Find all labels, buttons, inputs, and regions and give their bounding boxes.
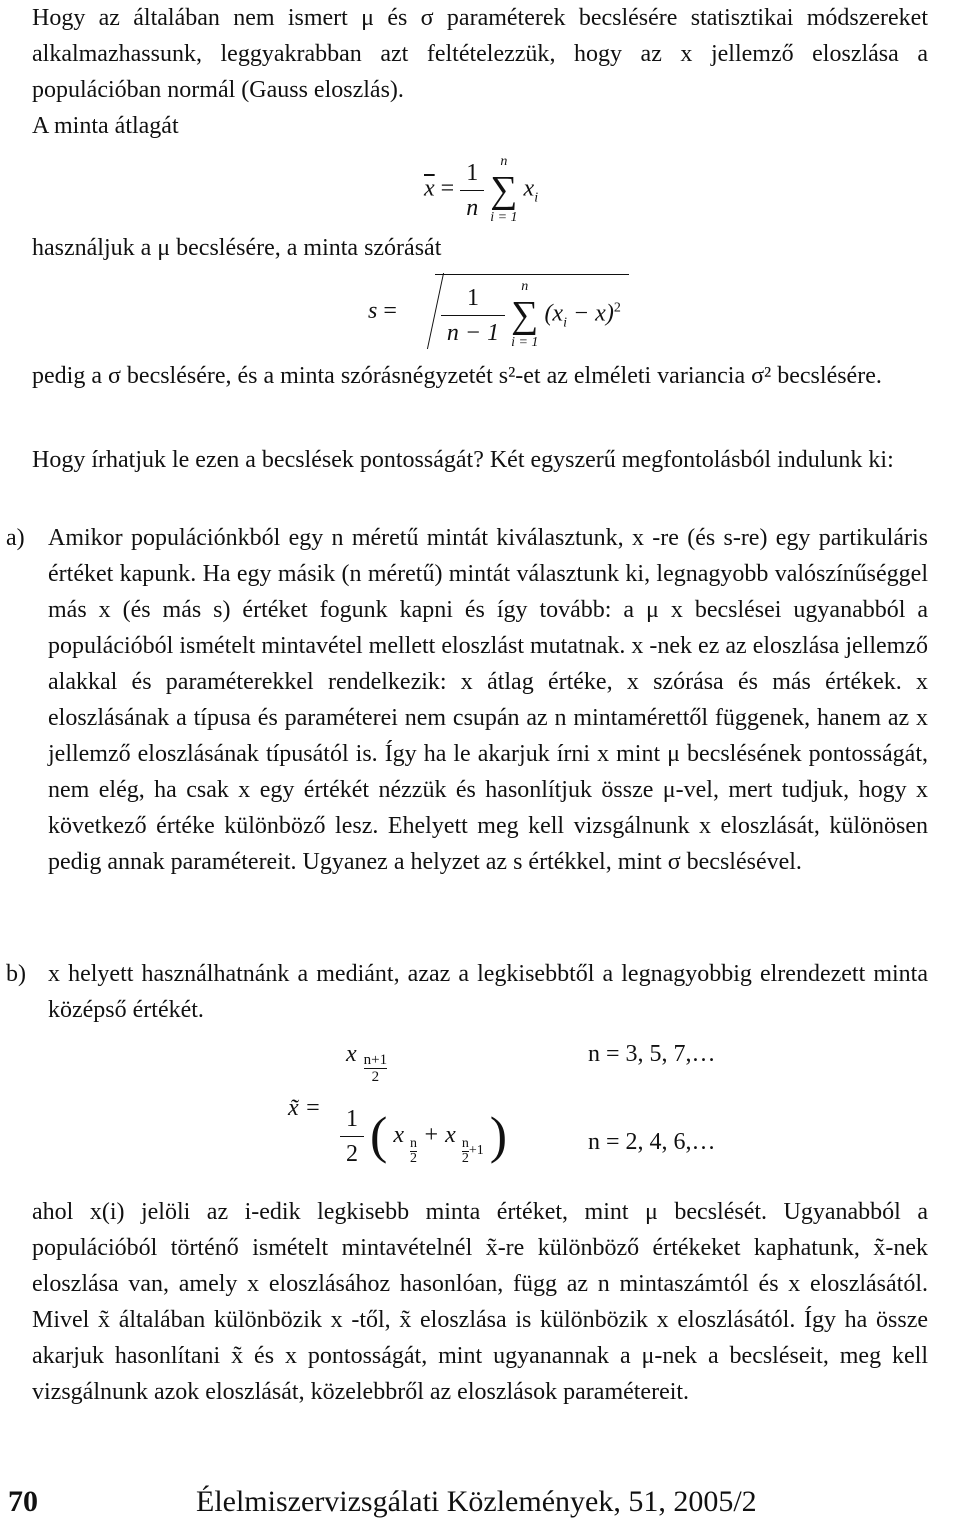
formula-median-case2-b-index	[462, 1137, 469, 1166]
formula-median-case2	[340, 1102, 507, 1171]
formula-mean-sum	[490, 154, 517, 226]
variance-paragraph: pedig a σ becslésére, és a minta szórásnégyzetét s²-et az elméleti variancia σ² becslésére.	[32, 363, 882, 389]
closing-paragraph: ahol x(i) jelöli az i-edik legkisebb minta értéket, mint μ becslését. Ugyanabból a populációból történő ismételt mintavételnél x̃-re különböző értékeket kaphatunk, x̃-nek eloszlása van, amely x eloszlásához hasonlóan, függ az n mintaszámtól és x eloszlásától. Mivel x̃ általában különbözik x -től, x̃ eloszlása is különbözik x eloszlásától. Így ha össze akarjuk hasonlítani x̃ és x pontosságát, mint ugyanannak a μ-nek a becsléseit, meg kell vizsgálnunk azok eloszlását, közelebbről az eloszlások paramétereit.	[32, 1199, 928, 1405]
formula-median-lhs: x̃ =	[288, 1095, 321, 1121]
formula-sd-fraction	[441, 281, 505, 350]
formula-median-case2-cond: n = 2, 4, 6,…	[588, 1129, 716, 1155]
item-b-label: b)	[6, 961, 26, 987]
intro-paragraph: Hogy az általában nem ismert μ és σ paraméterek becslésére statisztikai módszereket alkalmazhassunk, leggyakrabban azt feltételezzük, hogy az x jellemző eloszlása a populációban normál (Gauss eloszlás).	[32, 5, 928, 103]
formula-median-case1-idx-num: n+1	[363, 1052, 388, 1068]
formula-median-case2-a-den: 2	[409, 1151, 417, 1167]
question-paragraph: Hogy írhatjuk le ezen a becslések pontosságát? Két egyszerű megfontolásból indulunk ki:	[32, 447, 894, 473]
journal-title: Élelmiszervizsgálati Közlemények, 51, 2005/2	[196, 1485, 757, 1518]
formula-mean-sum-top: n	[500, 154, 508, 169]
sigma-symbol: ∑	[490, 169, 518, 211]
formula-mean-den: n	[466, 194, 479, 221]
formula-median-case1-idx-den: 2	[371, 1069, 380, 1085]
formula-median-case1-cond: n = 3, 5, 7,…	[588, 1041, 716, 1067]
formula-median-case1-index	[363, 1051, 388, 1086]
formula-sd-sqrt	[435, 274, 629, 351]
formula-sd-lhs: s	[368, 298, 378, 325]
item-a-label: a)	[6, 525, 25, 551]
formula-median-case2-num: 1	[340, 1102, 364, 1137]
item-b-text: x helyett használhatnánk a mediánt, azaz a legkisebbtől a legnagyobbig elrendezett minta középső értékét.	[48, 961, 928, 1023]
formula-median-case2-a: x	[393, 1122, 404, 1149]
formula-sd	[368, 274, 629, 351]
formula-sd-den: n − 1	[446, 319, 500, 346]
mean-intro: A minta átlagát	[32, 113, 179, 139]
formula-sd-term: (x	[544, 300, 564, 327]
formula-mean-eq: =	[440, 175, 455, 202]
formula-median-case2-b-den: 2	[461, 1151, 469, 1167]
formula-median-case2-b-extra: +1	[468, 1143, 484, 1159]
formula-mean-num: 1	[460, 156, 484, 191]
formula-sd-power: 2	[613, 300, 621, 316]
formula-median-case1	[346, 1036, 388, 1086]
formula-median-case2-plus: + x	[422, 1122, 456, 1149]
sigma-symbol: ∑	[511, 294, 539, 336]
item-a-text: Amikor populációnkból egy n méretű mintát kiválasztunk, x -re (és s-re) egy partikuláris értéket kapunk. Ha egy másik (n méretű) mintát választunk ki, legnagyobb valószínűséggel más x (és más s) értéket fogunk kapni és így tovább: a μ x becslései ugyanabból a populációból ismételt mintavétel mellett eloszlást mutatnak. x -nek ez az eloszlása jellemző alakkal és paraméterekkel rendelkezik: x átlag értéke, x szórása és más értékek. x eloszlásának a típusa és paraméterei nem csupán az n mintamérettől függenek, hanem az x jellemző eloszlásának típusától is. Így ha le akarjuk írni x mint μ becslésének pontosságát, nem elég, ha csak x egy értékét nézzük és hasonlítjuk össze μ-vel, mert tudjuk, hogy x következő értéke különböző lesz. Ehelyett meg kell vizsgálnunk x eloszlását, különösen pedig annak paramétereit. Ugyanez a helyzet az s értékkel, mint σ becslésével.	[48, 525, 928, 875]
formula-mean-term-sub: i	[534, 190, 539, 206]
formula-mean-term: x	[523, 175, 535, 202]
formula-sd-sum-bottom: i = 1	[511, 335, 539, 350]
formula-mean	[424, 154, 538, 226]
paren-left: (	[370, 1107, 388, 1165]
formula-sd-sum-top: n	[521, 279, 529, 294]
formula-sd-num: 1	[441, 281, 505, 316]
paren-right: )	[489, 1107, 508, 1165]
formula-sd-term-sub: i	[563, 315, 567, 331]
sd-intro: használjuk a μ becslésére, a minta szórását	[32, 235, 442, 261]
formula-mean-fraction	[460, 156, 484, 225]
formula-median-case1-expr: x	[346, 1041, 357, 1067]
formula-sd-eq: =	[383, 298, 397, 325]
formula-mean-lhs: $\overline{x}$	[424, 175, 435, 202]
formula-mean-sum-bottom: i = 1	[490, 210, 518, 225]
formula-median	[288, 1036, 788, 1186]
formula-median-case2-a-index	[410, 1137, 417, 1166]
formula-median-case2-b-num: n	[461, 1136, 469, 1152]
formula-median-case2-fraction	[340, 1102, 364, 1171]
page-number: 70	[8, 1485, 38, 1518]
formula-median-case2-a-num: n	[409, 1136, 417, 1152]
formula-sd-term-rest: − x)	[566, 300, 614, 327]
formula-sd-sum	[511, 279, 538, 351]
formula-median-case2-den: 2	[346, 1141, 358, 1167]
